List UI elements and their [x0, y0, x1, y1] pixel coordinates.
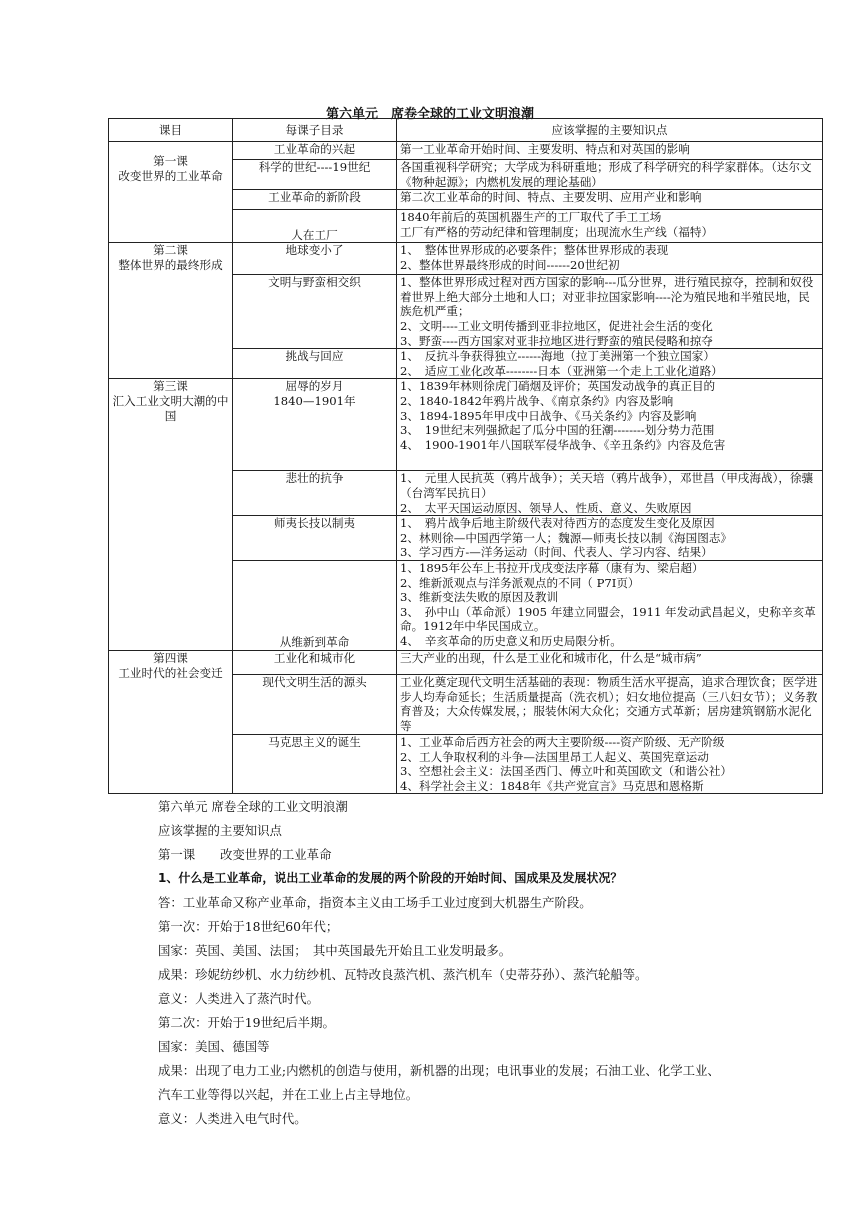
- key-point-line: 2、 太平天国运动原因、领导人、性质、意义、失败原因: [400, 500, 692, 515]
- key-point-line: 3、维新变法失败的原因及教训: [400, 590, 559, 605]
- body-line: 成果：出现了电力工业;内燃机的创造与使用，新机器的出现；电讯事业的发展；石油工业、化学工业、: [158, 1063, 720, 1078]
- key-point-line: 各国重视科学研究；大学成为科研重地；形成了科学研究的科学家群体。（达尔文《物种起源》；内燃机发展的理论基础）: [400, 160, 812, 189]
- key-point-line: 3、 孙中山（革命派）1905 年建立同盟会，1911 年发动武昌起义，史称辛亥革命。1912年中华民国成立。: [400, 604, 816, 634]
- table-row: [109, 379, 823, 471]
- key-points-cell: [397, 210, 823, 243]
- key-point-line: 3、空想社会主义：法国圣西门、傅立叶和英国欧文（和谐公社）: [400, 764, 733, 779]
- key-points-cell: [397, 379, 823, 471]
- key-points-cell: [397, 674, 823, 734]
- key-point-line: 1840年前后的英国机器生产的工厂取代了手工工场: [400, 210, 662, 225]
- key-point-line: 1、1839年林则徐虎门硝烟及评价；英国发动战争的真正目的: [400, 379, 716, 394]
- subtopic-cell: 地球变小了: [233, 243, 397, 275]
- key-point-line: 工厂有严格的劳动纪律和管理制度；出现流水生产线（福特）: [400, 224, 714, 239]
- key-point-line: 2、 适应工业化改革--------日本（亚洲第一个走上工业化道路）: [400, 363, 723, 378]
- header-key-points: 应该掌握的主要知识点: [397, 119, 823, 142]
- subtopic-cell: 悲壮的抗争: [233, 471, 397, 516]
- subtopic-cell: 文明与野蛮相交织: [233, 275, 397, 349]
- body-line: 国家：英国、美国、法国； 其中英国最先开始且工业发明最多。: [158, 943, 512, 958]
- key-point-line: 2、文明----工业文明传播到亚非拉地区，促进社会生活的变化: [400, 318, 713, 333]
- key-points-cell: [397, 142, 823, 160]
- subtopic-cell: 人在工厂: [233, 210, 397, 243]
- key-point-line: 4、 辛亥革命的历史意义和历史局限分析。: [400, 633, 622, 648]
- key-point-line: 1、 元里人民抗英（鸦片战争）；关天培（鸦片战争），邓世昌（甲戌海战），徐骧（台湾军民抗日）: [400, 471, 814, 500]
- key-point-line: 1、工业革命后西方社会的两大主要阶级----资产阶级、无产阶级: [400, 734, 725, 749]
- subtopic-cell: 挑战与回应: [233, 349, 397, 379]
- body-line: 意义：人类进入电气时代。: [158, 1111, 307, 1126]
- key-point-line: 4、科学社会主义：1848年《共产党宣言》马克思和恩格斯: [400, 778, 704, 793]
- body-line: 第二次：开始于19世纪后半期。: [158, 1015, 335, 1030]
- header-lesson: 课目: [109, 119, 233, 142]
- subtopic-cell: 屈辱的岁月 1840—1901年: [233, 379, 397, 471]
- lesson-cell: 第四课 工业时代的社会变迁: [109, 650, 233, 793]
- question-heading: 1、什么是工业革命，说出工业革命的发展的两个阶段的开始时间、国成果及发展状况？: [158, 871, 623, 885]
- body-line: 意义：人类进入了蒸汽时代。: [158, 991, 320, 1006]
- subtopic-cell: 师夷长技以制夷: [233, 516, 397, 561]
- subtopic-cell: 科学的世纪----19世纪: [233, 160, 397, 190]
- key-point-line: 2、维新派观点与洋务派观点的不同（ P7I页）: [400, 575, 640, 590]
- body-line: 成果：珍妮纺纱机、水力纺纱机、瓦特改良蒸汽机、蒸汽机车（史蒂芬孙）、蒸汽轮船等。: [158, 967, 648, 982]
- header-subtopic: 每课子目录: [233, 119, 397, 142]
- table-header-row: [109, 119, 823, 142]
- lesson-cell: 第二课 整体世界的最终形成: [109, 243, 233, 379]
- body-line: 第一课 改变世界的工业革命: [158, 847, 332, 862]
- subtopic-cell: 工业革命的新阶段: [233, 190, 397, 210]
- key-points-cell: [397, 516, 823, 561]
- body-line: 国家：美国、德国等: [158, 1039, 270, 1054]
- subtopic-cell: 从维新到革命: [233, 560, 397, 650]
- key-point-line: 3、 19世纪末列强掀起了瓜分中国的狂潮--------划分势力范围: [400, 423, 715, 438]
- table-row: [109, 243, 823, 275]
- body-line: 答：工业革命又称产业革命，指资本主义由工场手工业过度到大机器生产阶段。: [158, 895, 592, 910]
- key-point-line: 3、野蛮----西方国家对亚非拉地区进行野蛮的殖民侵略和掠夺: [400, 333, 713, 348]
- key-point-line: 1、 整体世界形成的必要条件；整体世界形成的表现: [400, 243, 669, 258]
- subtopic-cell: 现代文明生活的源头: [233, 674, 397, 734]
- key-point-line: 3、学习西方-—洋务运动（时间、代表人、学习内容、结果）: [400, 545, 713, 560]
- key-points-cell: [397, 650, 823, 674]
- subtopic-cell: 马克思主义的诞生: [233, 734, 397, 793]
- key-point-line: 2、工人争取权利的斗争—法国里昂工人起义、英国宪章运动: [400, 749, 709, 764]
- key-point-line: 1、整体世界形成过程对西方国家的影响---瓜分世界，进行殖民掠夺，控制和奴役着世界上绝大部分土地和人口；对亚非拉国家影响----沦为殖民地和半殖民地，民族危机严重；: [400, 275, 814, 319]
- key-point-line: 1、 反抗斗争获得独立------海地（拉丁美洲第一个独立国家）: [400, 349, 715, 364]
- key-points-cell: [397, 349, 823, 379]
- body-line: 应该掌握的主要知识点: [158, 823, 282, 838]
- body-line: 第一次：开始于18世纪60年代；: [158, 919, 339, 934]
- key-point-line: 工业化奠定现代文明生活基础的表现：物质生活水平提高，追求合理饮食；医学进步人均寿命延长；生活质量提高（洗衣机）；妇女地位提高（三八妇女节）；义务教育普及；大众传媒发展，；服装休闲大众化；交通方式革新；居房建筑钢筋水泥化等: [400, 674, 818, 733]
- key-points-cell: [397, 243, 823, 275]
- body-line: 汽车工业等得以兴起，并在工业上占主导地位。: [158, 1087, 419, 1102]
- key-point-line: 1、 鸦片战争后地主阶级代表对待西方的态度发生变化及原因: [400, 516, 715, 531]
- key-point-line: 2、整体世界最终形成的时间------20世纪初: [400, 257, 620, 272]
- key-point-line: 第二次工业革命的时间、特点、主要发明、应用产业和影响: [400, 190, 702, 205]
- key-point-line: 三大产业的出现，什么是工业化和城市化，什么是“城市病”: [400, 650, 702, 665]
- key-points-cell: [397, 560, 823, 650]
- document-title: 第六单元 席卷全球的工业文明浪潮: [325, 107, 534, 122]
- table-row: [109, 142, 823, 160]
- subtopic-cell: 工业化和城市化: [233, 650, 397, 674]
- key-point-line: 2、1840-1842年鸦片战争、《南京条约》内容及影响: [400, 393, 674, 408]
- key-point-line: 第一工业革命开始时间、主要发明、特点和对英国的影响: [400, 142, 690, 156]
- knowledge-outline-table: [108, 118, 823, 794]
- lesson-cell: 第一课 改变世界的工业革命: [109, 142, 233, 243]
- key-points-cell: [397, 275, 823, 349]
- body-line: 第六单元 席卷全球的工业文明浪潮: [158, 799, 348, 814]
- lesson-cell: 第三课 汇入工业文明大潮的中国: [109, 379, 233, 651]
- key-points-cell: [397, 190, 823, 210]
- table-row: [109, 650, 823, 674]
- key-point-line: 4、 1900-1901年八国联军侵华战争、《辛丑条约》内容及危害: [400, 437, 726, 452]
- key-point-line: 3、1894-1895年甲戌中日战争、《马关条约》内容及影响: [400, 408, 697, 423]
- key-point-line: 1、1895年公车上书拉开戊戌变法序幕（康有为、梁启超）: [400, 560, 704, 575]
- key-points-cell: [397, 734, 823, 793]
- key-point-line: 2、林则徐—中国西学第一人；魏源—师夷长技以制《海国图志》: [400, 530, 733, 545]
- key-points-cell: [397, 471, 823, 516]
- subtopic-cell: 工业革命的兴起: [233, 142, 397, 160]
- key-points-cell: [397, 160, 823, 190]
